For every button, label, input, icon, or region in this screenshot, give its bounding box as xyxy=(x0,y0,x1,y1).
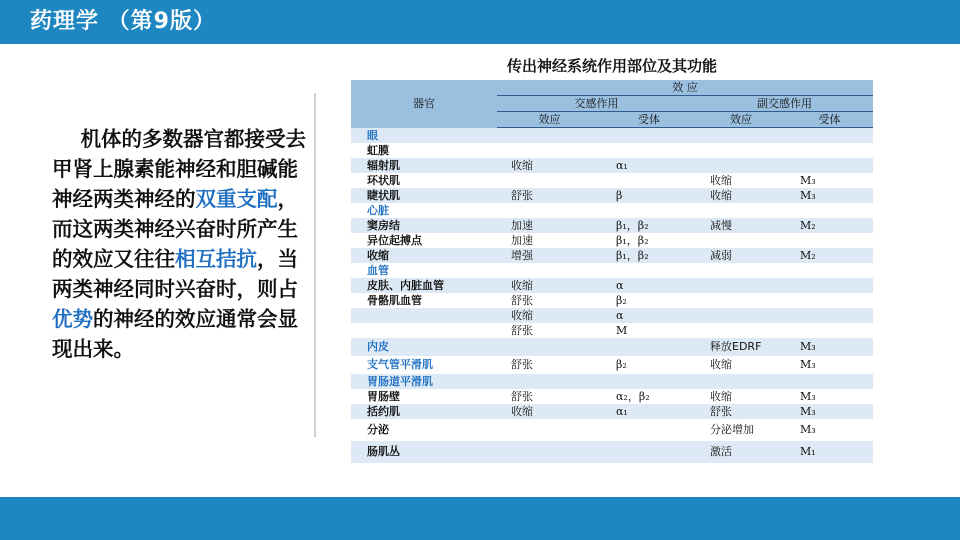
organ-cell: 虹膜 xyxy=(351,143,497,158)
parasympathetic-effect-cell: 减弱 xyxy=(696,248,786,263)
parasympathetic-receptor-cell: M₃ xyxy=(786,173,873,188)
organ-cell: 括约肌 xyxy=(351,404,497,419)
organ-cell: 辐射肌 xyxy=(351,158,497,173)
parasympathetic-effect-cell xyxy=(696,263,786,278)
sympathetic-effect-cell xyxy=(497,263,602,278)
organ-cell: 骨骼肌血管 xyxy=(351,293,497,308)
sympathetic-effect-cell: 舒张 xyxy=(497,323,602,338)
sympathetic-effect-cell xyxy=(497,419,602,441)
table-body xyxy=(351,128,873,464)
function-table xyxy=(351,80,873,463)
parasympathetic-receptor-cell xyxy=(786,158,873,173)
organ-cell: 收缩 xyxy=(351,248,497,263)
parasympathetic-receptor-cell: M₁ xyxy=(786,441,873,463)
sympathetic-effect-cell: 增强 xyxy=(497,248,602,263)
parasympathetic-receptor-cell xyxy=(786,233,873,248)
table-row xyxy=(351,218,873,233)
sympathetic-effect-cell: 舒张 xyxy=(497,389,602,404)
organ-cell: 睫状肌 xyxy=(351,188,497,203)
parasympathetic-receptor-cell xyxy=(786,203,873,218)
highlight-dominance: 优势 xyxy=(52,307,93,331)
table-row xyxy=(351,374,873,389)
organ-cell: 胃肠壁 xyxy=(351,389,497,404)
parasympathetic-effect-cell xyxy=(696,143,786,158)
parasympathetic-receptor-cell xyxy=(786,128,873,144)
header-sympathetic-effect: 效应 xyxy=(497,112,602,128)
parasympathetic-receptor-cell: M₃ xyxy=(786,404,873,419)
sympathetic-receptor-cell: α xyxy=(602,308,696,323)
table-row xyxy=(351,338,873,356)
table-row xyxy=(351,441,873,463)
sympathetic-receptor-cell: β₁，β₂ xyxy=(602,233,696,248)
organ-cell: 分泌 xyxy=(351,419,497,441)
sympathetic-effect-cell xyxy=(497,128,602,144)
sympathetic-receptor-cell xyxy=(602,441,696,463)
organ-cell: 环状肌 xyxy=(351,173,497,188)
table-row xyxy=(351,308,873,323)
sympathetic-receptor-cell: α xyxy=(602,278,696,293)
sympathetic-effect-cell: 舒张 xyxy=(497,293,602,308)
table-title: 传出神经系统作用部位及其功能 xyxy=(506,57,717,75)
table-row xyxy=(351,278,873,293)
parasympathetic-receptor-cell: M₃ xyxy=(786,389,873,404)
header-bar xyxy=(0,0,960,44)
sympathetic-effect-cell xyxy=(497,173,602,188)
sympathetic-effect-cell: 舒张 xyxy=(497,356,602,374)
sympathetic-effect-cell: 收缩 xyxy=(497,404,602,419)
footer-bar xyxy=(0,497,960,540)
header-parasympathetic-effect: 效应 xyxy=(696,112,786,128)
parasympathetic-effect-cell xyxy=(696,203,786,218)
sympathetic-effect-cell: 收缩 xyxy=(497,278,602,293)
parasympathetic-effect-cell: 收缩 xyxy=(696,389,786,404)
sympathetic-effect-cell xyxy=(497,203,602,218)
header-effect: 效 应 xyxy=(497,80,873,96)
table-row xyxy=(351,404,873,419)
organ-cell: 心脏 xyxy=(351,203,497,218)
sympathetic-receptor-cell xyxy=(602,173,696,188)
sympathetic-effect-cell: 加速 xyxy=(497,218,602,233)
sympathetic-receptor-cell xyxy=(602,374,696,389)
parasympathetic-effect-cell xyxy=(696,374,786,389)
organ-cell: 胃肠道平滑肌 xyxy=(351,374,497,389)
sympathetic-receptor-cell: α₁ xyxy=(602,404,696,419)
slide-title: 药理学 （第9版） xyxy=(30,9,216,34)
parasympathetic-effect-cell: 收缩 xyxy=(696,173,786,188)
table-row xyxy=(351,248,873,263)
table-row xyxy=(351,158,873,173)
parasympathetic-effect-cell: 激活 xyxy=(696,441,786,463)
table-row xyxy=(351,173,873,188)
parasympathetic-effect-cell: 减慢 xyxy=(696,218,786,233)
parasympathetic-receptor-cell xyxy=(786,374,873,389)
table-row xyxy=(351,323,873,338)
sympathetic-receptor-cell xyxy=(602,338,696,356)
parasympathetic-receptor-cell xyxy=(786,263,873,278)
sympathetic-receptor-cell: M xyxy=(602,323,696,338)
parasympathetic-effect-cell xyxy=(696,308,786,323)
sympathetic-effect-cell xyxy=(497,374,602,389)
parasympathetic-effect-cell: 收缩 xyxy=(696,188,786,203)
parasympathetic-receptor-cell xyxy=(786,323,873,338)
parasympathetic-effect-cell: 舒张 xyxy=(696,404,786,419)
table-row xyxy=(351,188,873,203)
header-parasympathetic-receptor: 受体 xyxy=(786,112,873,128)
sympathetic-effect-cell: 收缩 xyxy=(497,308,602,323)
parasympathetic-effect-cell: 分泌增加 xyxy=(696,419,786,441)
body-paragraph xyxy=(52,124,314,364)
sympathetic-receptor-cell xyxy=(602,143,696,158)
sympathetic-receptor-cell: α₁ xyxy=(602,158,696,173)
header-parasympathetic: 副交感作用 xyxy=(696,96,873,112)
organ-cell: 支气管平滑肌 xyxy=(351,356,497,374)
highlight-dual-innervation: 双重支配 xyxy=(195,187,278,211)
parasympathetic-receptor-cell xyxy=(786,278,873,293)
sympathetic-effect-cell xyxy=(497,143,602,158)
table-row xyxy=(351,143,873,158)
table-row xyxy=(351,203,873,218)
sympathetic-receptor-cell xyxy=(602,128,696,144)
sympathetic-receptor-cell: β₁，β₂ xyxy=(602,218,696,233)
parasympathetic-receptor-cell: M₂ xyxy=(786,248,873,263)
parasympathetic-receptor-cell: M₃ xyxy=(786,356,873,374)
organ-cell: 肠肌丛 xyxy=(351,441,497,463)
table-row xyxy=(351,263,873,278)
table-row xyxy=(351,356,873,374)
table-row xyxy=(351,233,873,248)
organ-cell: 血管 xyxy=(351,263,497,278)
header-sympathetic-receptor: 受体 xyxy=(602,112,696,128)
parasympathetic-receptor-cell: M₂ xyxy=(786,218,873,233)
parasympathetic-receptor-cell: M₃ xyxy=(786,419,873,441)
sympathetic-receptor-cell xyxy=(602,419,696,441)
parasympathetic-receptor-cell xyxy=(786,293,873,308)
organ-cell: 内皮 xyxy=(351,338,497,356)
table-row xyxy=(351,419,873,441)
body-text-part: 的神经的效应通常会显现出来。 xyxy=(52,307,298,361)
sympathetic-receptor-cell: α₂，β₂ xyxy=(602,389,696,404)
parasympathetic-receptor-cell xyxy=(786,143,873,158)
organ-cell xyxy=(351,308,497,323)
sympathetic-effect-cell: 加速 xyxy=(497,233,602,248)
vertical-divider xyxy=(314,93,316,437)
organ-cell: 眼 xyxy=(351,128,497,144)
sympathetic-receptor-cell: β₂ xyxy=(602,293,696,308)
sympathetic-receptor-cell xyxy=(602,203,696,218)
sympathetic-effect-cell xyxy=(497,441,602,463)
organ-cell xyxy=(351,323,497,338)
parasympathetic-effect-cell xyxy=(696,293,786,308)
organ-cell: 皮肤、内脏血管 xyxy=(351,278,497,293)
sympathetic-receptor-cell: β₂ xyxy=(602,356,696,374)
sympathetic-effect-cell xyxy=(497,338,602,356)
table-row xyxy=(351,389,873,404)
sympathetic-receptor-cell xyxy=(602,263,696,278)
body-text-part: ，当两类神经同时兴奋时，则占 xyxy=(52,247,298,301)
header-sympathetic: 交感作用 xyxy=(497,96,696,112)
body-text-part: 机体的多数器官都接受去甲肾上腺素能神经和胆碱能神经两类神经的 xyxy=(52,127,307,211)
parasympathetic-receptor-cell xyxy=(786,308,873,323)
body-text-part: ，而这两类神经兴奋时所产生的效应又往往 xyxy=(52,187,298,271)
table-row xyxy=(351,293,873,308)
parasympathetic-effect-cell xyxy=(696,233,786,248)
sympathetic-receptor-cell: β₁，β₂ xyxy=(602,248,696,263)
parasympathetic-effect-cell xyxy=(696,158,786,173)
sympathetic-effect-cell: 舒张 xyxy=(497,188,602,203)
table-row xyxy=(351,128,873,144)
parasympathetic-effect-cell: 释放EDRF xyxy=(696,338,786,356)
parasympathetic-effect-cell xyxy=(696,128,786,144)
organ-cell: 窦房结 xyxy=(351,218,497,233)
sympathetic-effect-cell: 收缩 xyxy=(497,158,602,173)
parasympathetic-effect-cell xyxy=(696,278,786,293)
parasympathetic-effect-cell: 收缩 xyxy=(696,356,786,374)
highlight-mutual-antagonism: 相互拮抗 xyxy=(175,247,257,271)
parasympathetic-receptor-cell: M₃ xyxy=(786,188,873,203)
sympathetic-receptor-cell: β xyxy=(602,188,696,203)
parasympathetic-receptor-cell: M₃ xyxy=(786,338,873,356)
parasympathetic-effect-cell xyxy=(696,323,786,338)
organ-cell: 异位起搏点 xyxy=(351,233,497,248)
header-organ: 器官 xyxy=(351,80,497,128)
